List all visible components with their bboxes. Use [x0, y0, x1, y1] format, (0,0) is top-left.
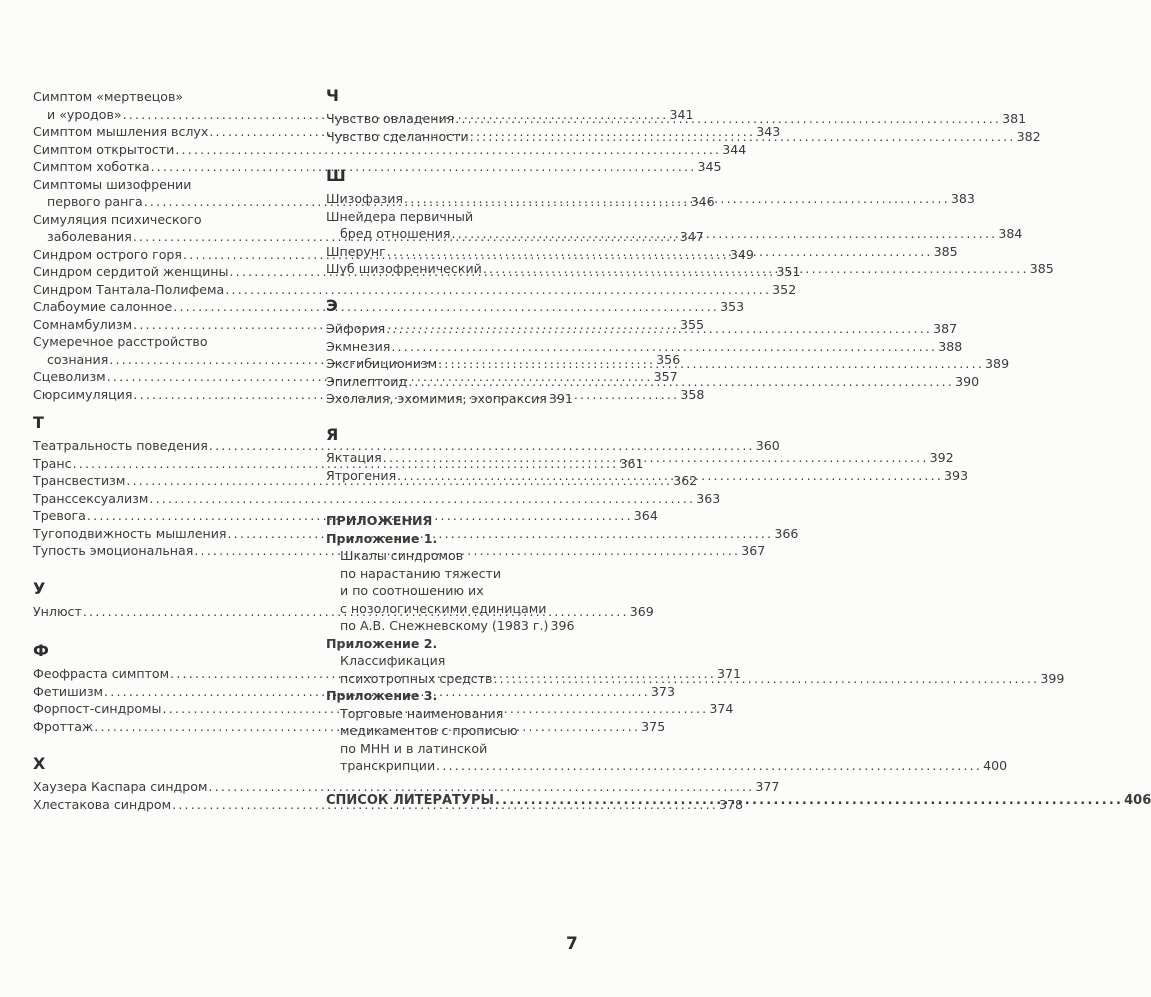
toc-entry-line — [33, 333, 304, 351]
toc-entry — [33, 298, 745, 316]
section-letter: Я — [326, 425, 339, 444]
toc-entry-text: Чувство сделанности — [326, 128, 469, 144]
toc-entry-text: заболевания — [47, 229, 132, 244]
section-letter: Ф — [33, 641, 49, 660]
toc-entry-text: Сумеречное расстройство — [33, 334, 208, 349]
dot-leader — [494, 792, 1124, 810]
toc-entry-text: Фетишизм — [33, 683, 104, 699]
toc-entry-page: 360 — [755, 438, 780, 453]
toc-entry-page: 351 — [776, 264, 801, 279]
section-letter: У — [33, 579, 46, 598]
dot-leader — [469, 128, 1017, 146]
toc-entry-text: с нозологическими единицами — [340, 600, 547, 616]
toc-entry-page: 399 — [1040, 670, 1065, 686]
dot-leader — [437, 355, 985, 373]
dot-leader — [407, 373, 955, 391]
toc-entry-page: 393 — [944, 467, 969, 483]
toc-entry-text: Ятрогения — [326, 467, 397, 483]
dot-leader — [492, 670, 1040, 688]
toc-entry-text: Симуляция психического — [33, 211, 202, 227]
toc-entry-page: 384 — [998, 226, 1023, 241]
dot-leader — [385, 320, 933, 338]
toc-entry-line — [33, 88, 304, 106]
dot-leader — [454, 110, 1002, 128]
toc-entry-page: 358 — [680, 386, 705, 402]
toc-entry-text: Эйфория — [326, 321, 386, 336]
toc-entry-line — [326, 757, 1008, 775]
toc-entry — [326, 547, 575, 635]
dot-leader — [450, 225, 998, 243]
toc-entry-line — [33, 490, 721, 508]
toc-entry-text: Торговые наименования — [340, 705, 504, 721]
toc-entry-text: Симптом хоботка — [33, 159, 150, 174]
toc-entry-page: 352 — [772, 281, 797, 297]
toc-entry-text: Сомнамбулизм — [33, 316, 133, 332]
section-letter: Х — [33, 754, 46, 773]
toc-entry-page: 388 — [938, 338, 963, 354]
toc-entry-text: Транс — [33, 455, 72, 471]
toc-entry-text: Трансвестизм — [33, 473, 126, 488]
toc-entry-page: 377 — [755, 779, 780, 794]
toc-entry-text: Форпост-синдромы — [33, 701, 162, 716]
toc-entry-text: по А.В. Снежневскому (1983 г.) — [340, 618, 549, 633]
toc-entry-page: 382 — [1016, 128, 1041, 144]
toc-entry — [326, 338, 963, 356]
toc-entry-line — [33, 298, 745, 316]
toc-entry-text: Симптомы шизофрении — [33, 176, 192, 192]
toc-entry-page: 355 — [680, 316, 705, 332]
toc-entry-page: 381 — [1002, 111, 1027, 126]
toc-entry-page: 364 — [633, 508, 658, 523]
toc-entry-text: по нарастанию тяжести — [340, 565, 502, 581]
toc-entry-page: 366 — [774, 525, 799, 541]
toc-entry-text: Шизофазия — [326, 191, 403, 206]
toc-entry-line — [326, 390, 572, 408]
toc-entry-page: 400 — [983, 758, 1008, 773]
toc-entry-line — [33, 211, 304, 229]
bibliography-page: 406 — [1124, 793, 1151, 808]
toc-entry-text: сознания — [47, 351, 109, 367]
toc-entry-line — [326, 565, 572, 583]
toc-entry-page: 396 — [550, 618, 575, 633]
toc-entry-text: Эксгибиционизм — [326, 356, 438, 371]
toc-entry-page: 367 — [741, 543, 766, 558]
toc-entry-page: 347 — [679, 229, 704, 244]
toc-entry-line — [33, 281, 797, 299]
toc-entry-text: Яктация — [326, 450, 382, 465]
toc-entry — [33, 437, 780, 455]
toc-entry — [33, 141, 747, 159]
toc-entry-page: 387 — [933, 321, 958, 336]
toc-entry-line — [326, 582, 572, 600]
toc-entry-line — [33, 141, 747, 159]
toc-entry-line — [33, 158, 722, 176]
toc-entry-page: 349 — [729, 246, 754, 262]
toc-entry-text: первого ранга — [47, 194, 143, 209]
toc-entry-text: Хаузера Каспара синдром — [33, 779, 208, 794]
toc-entry — [326, 390, 572, 408]
toc-entry-line — [326, 208, 572, 226]
appendices-title: ПРИЛОЖЕНИЯ — [326, 513, 433, 528]
toc-entry-text: Хлестакова синдром — [33, 796, 172, 812]
toc-entry-page: 378 — [719, 796, 744, 812]
toc-entry-page: 375 — [641, 718, 666, 734]
toc-entry-text: Шнейдера первичный — [326, 208, 474, 224]
toc-entry-text: Классификация — [340, 653, 446, 668]
toc-entry-text: Симптом «мертвецов» — [33, 89, 184, 104]
toc-entry-page: 371 — [717, 666, 742, 681]
toc-entry-line — [326, 652, 572, 670]
toc-entry-line — [326, 740, 572, 758]
dot-leader — [148, 490, 696, 508]
toc-entry-page: 389 — [985, 356, 1010, 371]
toc-entry-page: 392 — [929, 450, 954, 465]
toc-entry-page: 345 — [697, 159, 722, 174]
toc-entry-line — [326, 722, 572, 740]
toc-entry-text: Экмнезия — [326, 338, 391, 354]
toc-entry-page: 357 — [653, 369, 678, 384]
toc-entry-line — [326, 338, 963, 356]
toc-entry-text: по МНН и в латинской — [340, 740, 488, 756]
section-letter: Т — [33, 413, 44, 432]
toc-entry-text: Симптом открытости — [33, 141, 175, 157]
toc-entry-line — [326, 705, 572, 723]
bibliography-label: СПИСОК ЛИТЕРАТУРЫ — [326, 793, 494, 808]
toc-entry-page: 361 — [619, 455, 644, 471]
section-letter: Ч — [326, 86, 339, 105]
toc-entry-page: 344 — [722, 141, 747, 157]
toc-entry-text: бред отношения — [340, 226, 451, 241]
toc-entry-text: Эхолалия, эхомимия, эхопраксия — [326, 391, 547, 406]
toc-entry — [33, 158, 722, 176]
toc-entry — [33, 490, 721, 508]
toc-entry-page: 353 — [720, 299, 745, 314]
toc-entry-text: Тугоподвижность мышления — [33, 525, 227, 541]
page-number: 7 — [566, 934, 578, 954]
toc-entry-line — [326, 617, 575, 635]
toc-entry-line — [326, 547, 572, 565]
toc-entry-text: Шуб шизофренический — [326, 261, 482, 276]
toc-entry — [33, 281, 797, 299]
toc-entry-page: 374 — [709, 701, 734, 716]
toc-entry-text: транскрипции — [340, 758, 436, 773]
toc-entry-line — [33, 176, 304, 194]
toc-entry-text: Слабоумие салонное — [33, 299, 173, 314]
toc-entry-line — [326, 600, 572, 618]
toc-entry-text: и по соотношению их — [340, 583, 484, 598]
toc-entry — [33, 778, 780, 796]
toc-entry-text: Чувство овладения — [326, 111, 455, 126]
toc-entry-text: Сцеволизм — [33, 369, 106, 384]
toc-entry-page: 346 — [690, 194, 715, 209]
toc-entry-text: Шперунг — [326, 243, 386, 259]
section-letter: Ш — [326, 166, 346, 185]
toc-entry-page: 362 — [673, 473, 698, 488]
appendix-label: Приложение 2. — [326, 635, 438, 651]
toc-entry-page: 356 — [656, 351, 681, 367]
toc-entry-page: 369 — [629, 604, 654, 619]
toc-entry-page: 383 — [950, 191, 975, 206]
toc-entry-text: Симптом мышления вслух — [33, 124, 209, 139]
appendix-label: Приложение 3. — [326, 688, 438, 703]
toc-entry-page: 385 — [1029, 261, 1054, 276]
toc-entry-page: 341 — [669, 106, 694, 122]
toc-entry-text: Театральность поведения — [33, 438, 208, 453]
dot-leader — [386, 243, 934, 261]
toc-entry-text: медикаментов с прописью — [340, 723, 518, 738]
toc-entry-text: и «уродов» — [47, 106, 122, 122]
toc-entry-text: психотропных средств — [340, 670, 493, 686]
toc-entry-text: Тревога — [33, 508, 86, 523]
toc-entry-text: Синдром Тантала-Полифема — [33, 281, 225, 297]
dot-leader — [382, 449, 930, 467]
toc-entry-text: Фроттаж — [33, 718, 94, 734]
toc-entry-text: Эпилептоид — [326, 373, 408, 389]
toc-entry-page: 373 — [650, 683, 675, 699]
toc-entry-text: Синдром сердитой женщины — [33, 264, 229, 279]
toc-entry-page: 363 — [696, 490, 721, 506]
toc-entry-text: Унлюст — [33, 604, 82, 619]
toc-entry-line — [33, 778, 780, 796]
toc-entry-text: Сюрсимуляция — [33, 386, 133, 402]
toc-entry-page: 390 — [955, 373, 980, 389]
toc-entry-line — [33, 437, 780, 455]
toc-entry-text: Шкалы синдромов — [340, 548, 464, 563]
toc-entry-page: 391 — [548, 391, 573, 406]
toc-entry-text: Феофраста симптом — [33, 666, 170, 681]
toc-entry-page: 343 — [756, 124, 781, 139]
appendix-label: Приложение 1. — [326, 530, 438, 546]
toc-entry-text: Синдром острого горя — [33, 246, 183, 262]
section-letter: Э — [326, 296, 338, 315]
dot-leader — [390, 338, 938, 356]
toc-entry-page: 385 — [933, 243, 958, 259]
dot-leader — [435, 757, 983, 775]
toc-entry-text: Транссексуализм — [33, 490, 149, 506]
toc-entry-text: Тупость эмоциональная — [33, 543, 194, 558]
dot-leader — [403, 190, 951, 208]
dot-leader — [482, 260, 1030, 278]
dot-leader — [396, 467, 944, 485]
